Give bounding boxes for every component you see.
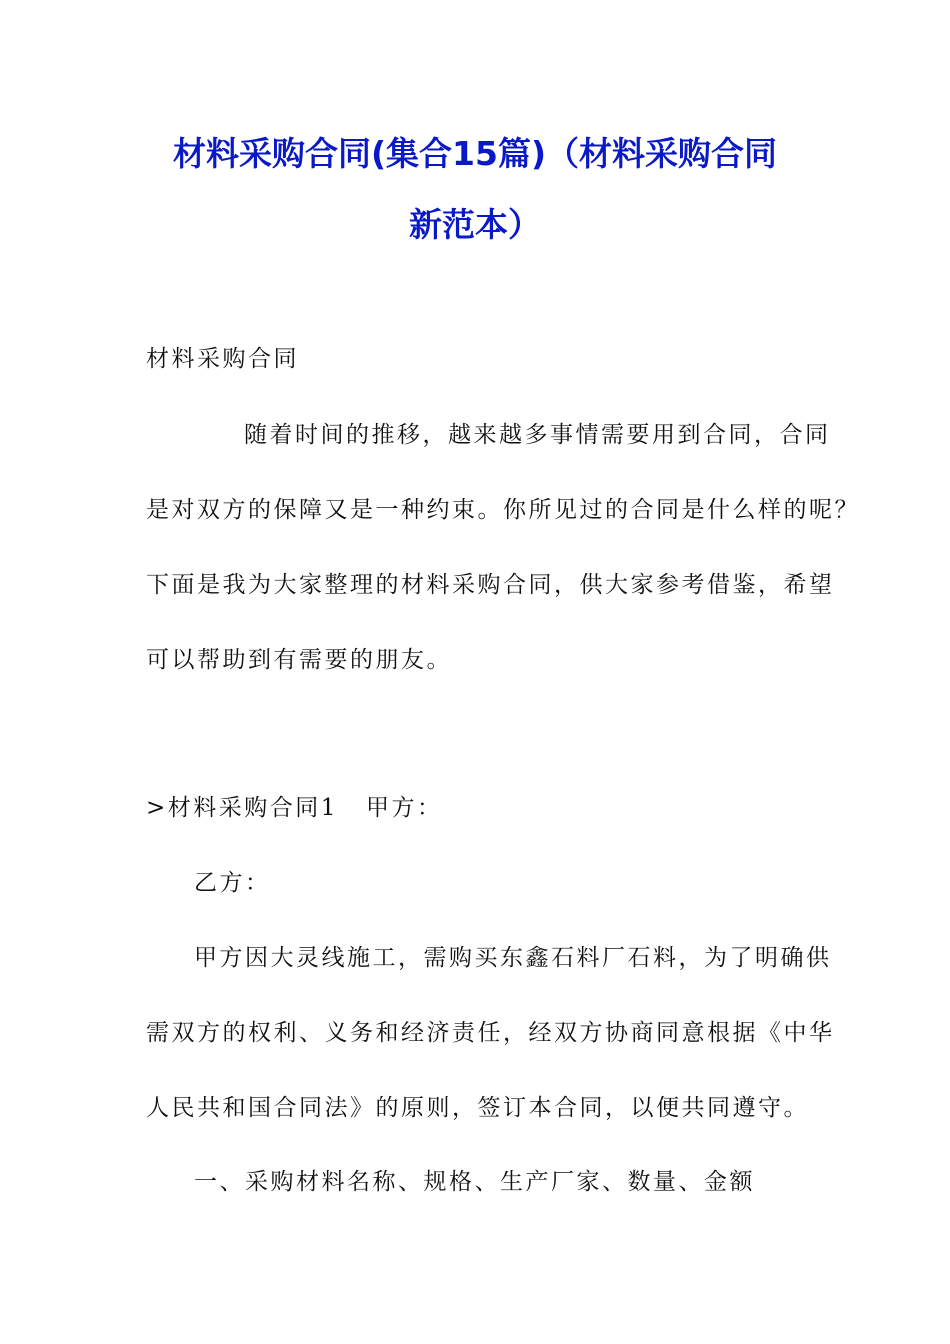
document-title-line-1: 材料采购合同(集合15篇)（材料采购合同 <box>172 134 778 173</box>
body-paragraph-line-1: 甲方因大灵线施工，需购买东鑫石料厂石料，为了明确供 <box>194 945 832 971</box>
intro-paragraph-line-2: 是对双方的保障又是一种约束。你所见过的合同是什么样的呢？ <box>146 497 860 523</box>
party-b-label: 乙方： <box>194 870 271 896</box>
section-heading: 材料采购合同 <box>146 346 299 372</box>
intro-paragraph-line-4: 可以帮助到有需要的朋友。 <box>146 647 452 673</box>
party-a-label: 甲方： <box>366 795 443 821</box>
clause-1-heading: 一、采购材料名称、规格、生产厂家、数量、金额 <box>194 1169 755 1195</box>
intro-paragraph-line-1: 随着时间的推移，越来越多事情需要用到合同，合同 <box>244 422 831 448</box>
contract-1-heading: >材料采购合同1 <box>146 795 338 821</box>
intro-paragraph-line-3: 下面是我为大家整理的材料采购合同，供大家参考借鉴，希望 <box>146 572 835 598</box>
body-paragraph-line-2: 需双方的权利、义务和经济责任，经双方协商同意根据《中华 <box>146 1020 835 1046</box>
body-paragraph-line-3: 人民共和国合同法》的原则，签订本合同，以便共同遵守。 <box>146 1095 809 1121</box>
document-title-line-2: 新范本） <box>409 205 541 244</box>
